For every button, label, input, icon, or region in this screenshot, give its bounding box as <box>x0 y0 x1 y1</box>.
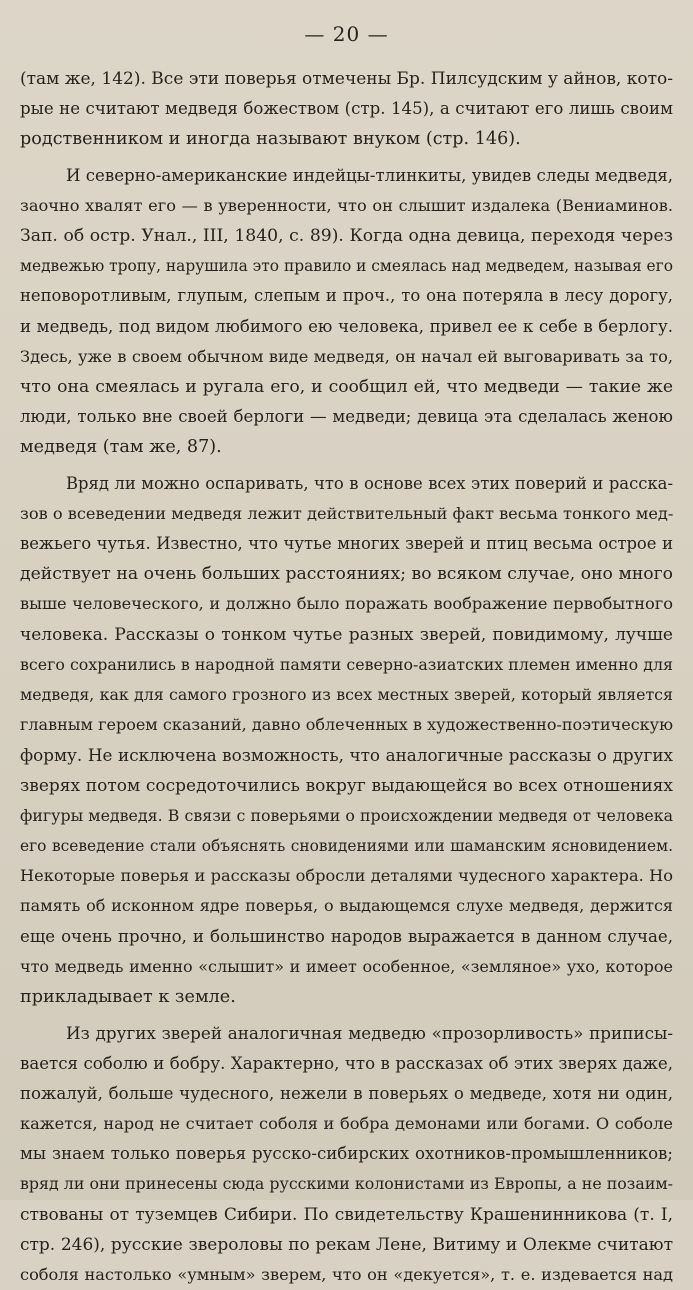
text-line: вежьего чутья. Известно, что чутье многих зверей и птиц весьма острое и <box>20 534 673 554</box>
paragraph-4 <box>20 1018 673 1290</box>
text-line: главным героем сказаний, давно облеченных в художественно-поэтическую <box>20 715 673 735</box>
text-line: пожалуй, больше чудесного, нежели в поверьях о медведе, хотя ни один, <box>20 1083 673 1103</box>
text-line: заочно хвалят его — в уверенности, что он слышит издалека (Вениаминов. <box>20 195 673 215</box>
text-line: зверях потом сосредоточились вокруг выдающейся во всех отношениях <box>20 775 673 796</box>
text-line: рые не считают медведя божеством (стр. 145), а считают его лишь своим <box>20 99 673 119</box>
text-line: Зап. об остр. Унал., III, 1840, с. 89). Когда одна девица, переходя через <box>20 226 673 247</box>
text-line: что она смеялась и ругала его, и сообщил ей, что медведи — такие же <box>20 377 673 398</box>
page-number: — 20 — <box>304 22 389 46</box>
text-line: человека. Рассказы о тонком чутье разных зверей, повидимому, лучше <box>20 624 673 645</box>
text-line: соболя настолько «умным» зверем, что он «декуется», т. е. издевается над <box>20 1264 673 1284</box>
text-line: память об исконном ядре поверья, о выдающемся слухе медведя, держится <box>20 896 673 916</box>
text-line: (там же, 142). Все эти поверья отмечены Бр. Пилсудским у айнов, кото- <box>20 69 673 89</box>
text-line: Из других зверей аналогичная медведю «прозорливость» приписы- <box>66 1023 673 1044</box>
paragraph-3 <box>20 469 673 1013</box>
paragraph-2 <box>20 161 673 463</box>
text-line: Вряд ли можно оспаривать, что в основе всех этих поверий и расска- <box>66 473 673 493</box>
paragraph-1 <box>20 64 673 155</box>
text-line: И северно-американские индейцы-тлинкиты, увидев следы медведя, <box>66 165 673 185</box>
text-line: прикладывает к земле. <box>20 987 236 1008</box>
text-line: его всеведение стали объяснять сновидениями или шаманским ясновидением. <box>20 837 673 856</box>
text-line: форму. Не исключена возможность, что аналогичные рассказы о других <box>20 745 673 766</box>
text-line: люди, только вне своей берлоги — медведи; девица эта сделалась женою <box>20 407 673 427</box>
text-line: Некоторые поверья и рассказы обросли деталями чудесного характера. Но <box>20 866 673 886</box>
text-line: мы знаем только поверья русско-сибирских охотников-промышленников; <box>20 1144 673 1164</box>
text-line: выше человеческого, и должно было поражать воображение первобытного <box>20 594 673 614</box>
text-line: медведя (там же, 87). <box>20 437 222 458</box>
text-line: фигуры медведя. В связи с поверьями о происхождении медведя от человека <box>20 805 673 825</box>
text-line: вряд ли они принесены сюда русскими колонистами из Европы, а не позаим- <box>20 1174 673 1194</box>
text-line: медведя, как для самого грозного из всех местных зверей, который является <box>20 685 673 705</box>
text-line: вается соболю и бобру. Характерно, что в рассказах об этих зверях даже, <box>20 1053 673 1073</box>
text-line: Здесь, уже в своем обычном виде медведя, он начал ей выговаривать за то, <box>20 346 673 366</box>
text-line: медвежью тропу, нарушила это правило и смеялась над медведем, называя его <box>20 257 673 276</box>
text-line: неповоротливым, глупым, слепым и проч., то она потеряла в лесу дорогу, <box>20 286 673 306</box>
text-line: всего сохранились в народной памяти северно-азиатских племен именно для <box>20 654 673 674</box>
text-line: действует на очень больших расстояниях; во всяком случае, оно много <box>20 564 673 585</box>
text-line: зов о всеведении медведя лежит действительный факт весьма тонкого мед- <box>20 503 674 523</box>
text-line: стр. 246), русские звероловы по рекам Лене, Витиму и Олекме считают <box>20 1234 673 1255</box>
text-line: кажется, народ не считает соболя и бобра демонами или богами. О соболе <box>20 1113 673 1133</box>
text-line: еще очень прочно, и большинство народов выражается в данном случае, <box>20 926 673 946</box>
text-line: и медведь, под видом любимого ею человека, привел ее к себе в берлогу. <box>20 316 673 336</box>
text-line: что медведь именно «слышит» и имеет особенное, «земляное» ухо, которое <box>20 956 673 976</box>
text-line: ствованы от туземцев Сибири. По свидетельству Крашенинникова (т. I, <box>20 1204 673 1225</box>
text-line: родственником и иногда называют внуком (стр. 146). <box>20 129 521 150</box>
